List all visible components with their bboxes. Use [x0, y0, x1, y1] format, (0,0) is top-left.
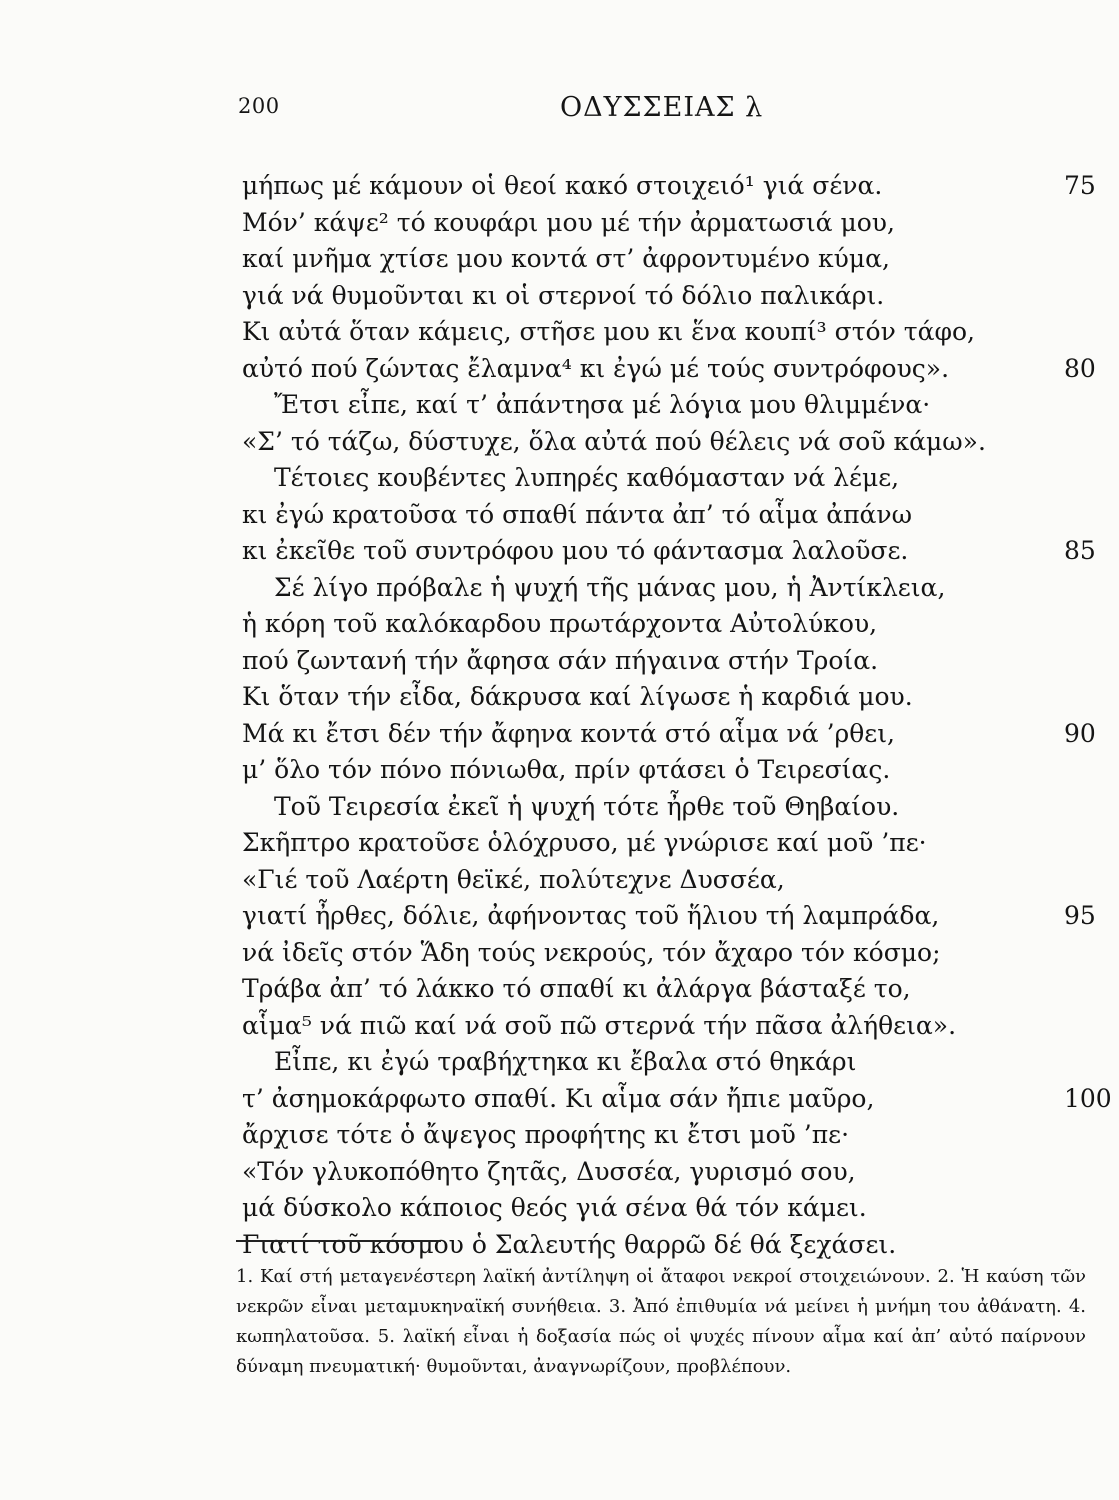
verse-line [0, 1117, 1119, 1154]
verse-text: ἄρχισε τότε ὁ ἄψεγος προφήτης κι ἔτσι μοῦ ’πε· [242, 1120, 850, 1149]
verse-line [0, 351, 1119, 388]
verse-text: κι ἐκεῖθε τοῦ συντρόφου μου τό φάντασμα λαλοῦσε. [242, 536, 909, 565]
verse-line [0, 789, 1119, 826]
line-number: 75 [1064, 171, 1096, 200]
footnotes: 1. Καί στή μεταγενέστερη λαϊκή ἀντίληψη οἱ ἄταφοι νεκροί στοιχειώνουν. 2. Ἡ καύση τῶν νεκρῶν εἶναι μεταμυκηναϊκή συνήθεια. 3. Ἀπό ἐπιθυμία νά μείνει ἡ μνήμη του ἀθάνατη. 4. κωπηλατοῦσα. 5. λαϊκή εἶναι ἡ δοξασία πώς οἱ ψυχές πίνουν αἷμα καί ἀπ’ αὐτό παίρνουν δύναμη πνευματική· θυμοῦνται, ἀναγνωρίζουν, προβλέπουν. [236, 1266, 1086, 1377]
verse-text: αἷμα⁵ νά πιῶ καί νά σοῦ πῶ στερνά τήν πᾶσα ἀλήθεια». [242, 1010, 957, 1040]
verse-line [0, 606, 1119, 643]
verse-line [0, 278, 1119, 315]
verse-line [0, 387, 1119, 424]
verse-line [0, 424, 1119, 461]
verse-text: Εἶπε, κι ἐγώ τραβήχτηκα κι ἔβαλα στό θηκάρι [274, 1047, 857, 1076]
verse-text: «Τόν γλυκοπόθητο ζητᾶς, Δυσσέα, γυρισμό σου, [242, 1156, 856, 1186]
line-number: 95 [1064, 901, 1096, 930]
verse-line [0, 679, 1119, 716]
verse-text: πού ζωντανή τήν ἄφησα σάν πήγαινα στήν Τροία. [242, 645, 879, 675]
verse-text: Τέτοιες κουβέντες λυπηρές καθόμασταν νά λέμε, [274, 463, 900, 492]
verse-line [0, 1190, 1119, 1227]
verse-text: «Γιέ τοῦ Λαέρτη θεϊκέ, πολύτεχνε Δυσσέα, [242, 864, 785, 894]
verse-text: μ’ ὅλο τόν πόνο πόνιωθα, πρίν φτάσει ὁ Τειρεσίας. [242, 755, 891, 784]
verse-line [0, 1081, 1119, 1118]
verse-line [0, 1044, 1119, 1081]
verse-block [0, 168, 1119, 1263]
verse-text: Ἔτσι εἶπε, καί τ’ ἀπάντησα μέ λόγια μου θλιμμένα· [274, 390, 931, 419]
verse-line [0, 314, 1119, 351]
verse-line [0, 570, 1119, 607]
verse-text: Κι ὅταν τήν εἶδα, δάκρυσα καί λίγωσε ἡ καρδιά μου. [242, 682, 913, 711]
line-number: 85 [1064, 536, 1096, 565]
verse-line [0, 1154, 1119, 1191]
verse-line [0, 971, 1119, 1008]
verse-line [0, 935, 1119, 972]
verse-line [0, 168, 1119, 205]
verse-text: Τοῦ Τειρεσία ἐκεῖ ἡ ψυχή τότε ἦρθε τοῦ Θηβαίου. [274, 791, 900, 821]
verse-line [0, 643, 1119, 680]
line-number: 80 [1064, 353, 1096, 383]
verse-text: νά ἰδεῖς στόν Ἅδη τούς νεκρούς, τόν ἄχαρο τόν κόσμο; [242, 937, 941, 967]
verse-text: Γιατί τοῦ κόσμου ὁ Σαλευτής θαρρῶ δέ θά ξεχάσει. [242, 1229, 897, 1259]
verse-text: «Σ’ τό τάζω, δύστυχε, ὅλα αὐτά πού θέλεις νά σοῦ κάμω». [242, 426, 986, 456]
verse-text: μήπως μέ κάμουν οἱ θεοί κακό στοιχειό¹ γιά σένα. [242, 171, 883, 200]
verse-text: ἡ κόρη τοῦ καλόκαρδου πρωτάρχοντα Αὐτολύκου, [242, 609, 878, 638]
verse-line [0, 1227, 1119, 1264]
verse-line [0, 898, 1119, 935]
verse-text: μά δύσκολο κάποιος θεός γιά σένα θά τόν κάμει. [242, 1193, 867, 1222]
verse-line [0, 716, 1119, 753]
verse-text: τ’ ἀσημοκάρφωτο σπαθί. Κι αἷμα σάν ἤπιε μαῦρο, [242, 1083, 875, 1113]
verse-text: κι ἐγώ κρατοῦσα τό σπαθί πάντα ἀπ’ τό αἷμα ἀπάνω [242, 499, 912, 529]
verse-line [0, 1008, 1119, 1045]
verse-text: Μόν’ κάψε² τό κουφάρι μου μέ τήν ἀρματωσιά μου, [242, 207, 895, 237]
line-number: 100 [1064, 1083, 1112, 1113]
verse-line [0, 497, 1119, 534]
running-title: ΟΔΥΣΣΕΙΑΣ λ [560, 92, 764, 123]
verse-line [0, 862, 1119, 899]
verse-text: Σκῆπτρο κρατοῦσε ὁλόχρυσο, μέ γνώρισε καί μοῦ ’πε· [242, 828, 927, 857]
footnote-rule [236, 1240, 441, 1242]
verse-line [0, 460, 1119, 497]
verse-text: γιατί ἦρθες, δόλιε, ἀφήνοντας τοῦ ἥλιου τή λαμπράδα, [242, 901, 940, 930]
verse-text: Τράβα ἀπ’ τό λάκκο τό σπαθί κι ἀλάργα βάσταξέ το, [242, 974, 911, 1003]
line-number: 90 [1064, 718, 1096, 748]
verse-line [0, 533, 1119, 570]
verse-text: Σέ λίγο πρόβαλε ἡ ψυχή τῆς μάνας μου, ἡ Ἀντίκλεια, [274, 572, 946, 602]
verse-text: καί μνῆμα χτίσε μου κοντά στ’ ἀφροντυμένο κύμα, [242, 244, 890, 273]
page-number: 200 [238, 94, 280, 118]
verse-text: Μά κι ἔτσι δέν τήν ἄφηνα κοντά στό αἷμα νά ’ρθει, [242, 718, 895, 748]
verse-line [0, 205, 1119, 242]
verse-text: Κι αὐτά ὅταν κάμεις, στῆσε μου κι ἕνα κουπί³ στόν τάφο, [242, 317, 975, 346]
verse-line [0, 752, 1119, 789]
verse-text: γιά νά θυμοῦνται κι οἱ στερνοί τό δόλιο παλικάρι. [242, 280, 885, 310]
verse-line [0, 241, 1119, 278]
verse-text: αὐτό πού ζώντας ἔλαμνα⁴ κι ἐγώ μέ τούς συντρόφους». [242, 353, 950, 383]
verse-line [0, 825, 1119, 862]
